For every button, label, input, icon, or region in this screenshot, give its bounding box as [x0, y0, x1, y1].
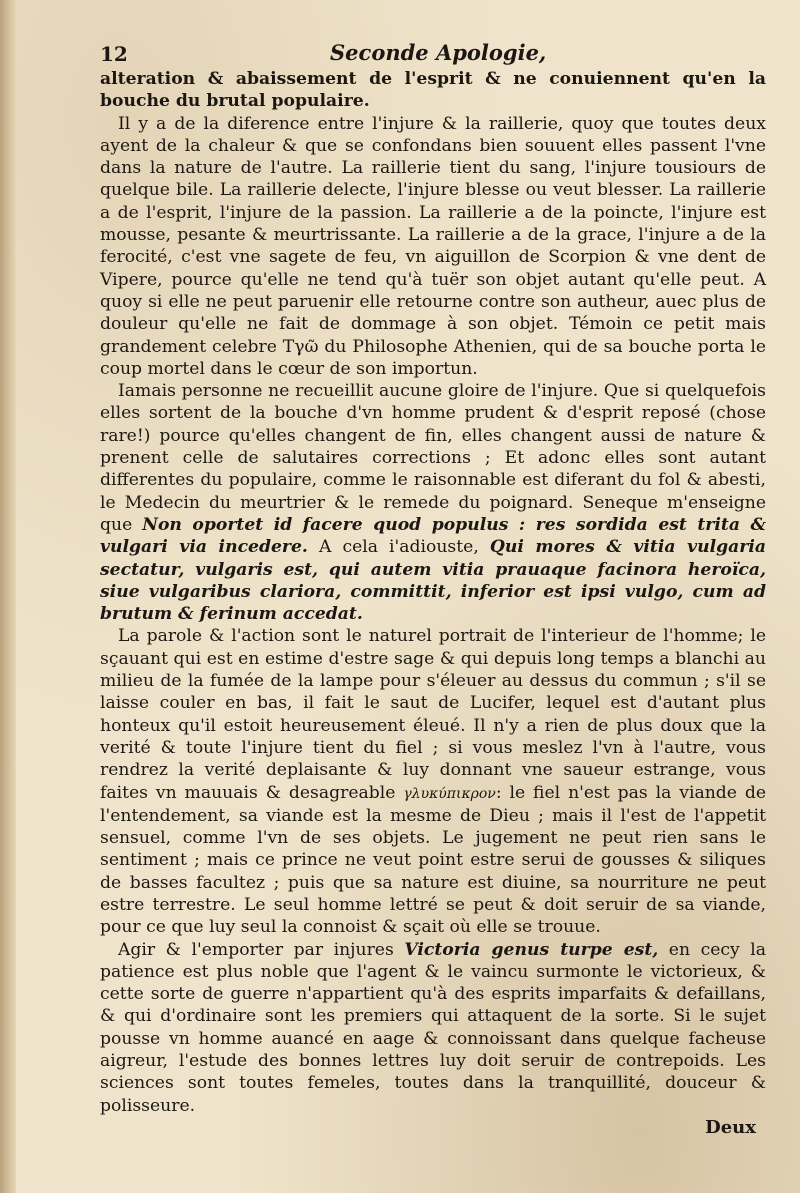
page-gutter-shadow — [0, 0, 16, 1193]
greek-word: γλυκύπικρον — [403, 785, 496, 802]
paragraph-parole-action — [100, 625, 766, 938]
paragraph-text: en cecy la patience est plus noble que l'agent & le vaincu surmonte le victorieux, & cette sorte de guerre n'appartient qu'à des esprits imparfaits & defaillans, & qui d'ordinaire sont les premiers qui attaquent de la sorte. Si le sujet pousse vn homme auancé en aage & connoissant dans quelque facheuse aigreur, l'estude des bonnes lettres luy doit seruir de contrepoids. Les sciences sont toutes femeles, toutes dans la tranquillité, douceur & polisseure. — [100, 939, 767, 1116]
paragraph-text: A cela i'adiouste, — [307, 537, 490, 558]
latin-quote-victoria: Victoria genus turpe est, — [404, 939, 659, 960]
catchword: Deux — [705, 1117, 756, 1138]
latin-quote-seneca: Non oportet id facere quod populus : res sordida est trita & vulgari via incedere. — [100, 514, 766, 558]
paragraph-text: Agir & l'emporter par injures — [118, 939, 405, 960]
running-header — [100, 38, 766, 68]
paragraph-text: La parole & l'action sont le naturel portrait de l'interieur de l'homme; le sçauant qui est en estime d'estre sage & qui depuis long temps a blanchi au milieu de la fumée de la lampe pour s'éleuer au dessus du commun ; s'il se laisse couler en bas, il fait le saut de Lucifer, lequel est d'autant plus honteux qu'il estoit heureusement éleué. Il n'y a rien de plus doux que la verité & toute l'injure tient du fiel ; si vous meslez l'vn à l'autre, vous rendrez la verité deplaisante & luy donnant vne saueur estrange, vous faites vn mauuais & desagreable — [100, 626, 766, 803]
paragraph-text: Iamais personne ne recueillit aucune gloire de l'injure. Que si quelquefois elles sortent de la bouche d'vn homme prudent & d'esprit reposé (chose rare!) pource qu'elles changent de fin, elles changent aussi de nature & prenent celle de salutaires corrections ; Et adonc elles sont autant differentes du populaire, comme le raisonnable est diferant du fol & abesti, le Medecin du meurtrier & le remede du poignard. Seneque m'enseigne que — [100, 381, 766, 535]
paragraph-text: : le fiel n'est pas la viande de l'entendement, sa viande est la mesme de Dieu ; mais il l'est de l'appetit sensuel, comme l'vn de ses objets. Le jugement ne peut rien sans le sentiment ; mais ce prince ne veut point estre serui de gousses & siliques de basses facultez ; puis que sa nature est diuine, sa nourriture ne peut estre terrestre. Le seul homme lettré se peut & doit seruir de sa viande, pour ce que luy seul la connoist & sçait où elle se trouue. — [100, 782, 766, 938]
page-body — [100, 68, 766, 1117]
paragraph-continuation: alteration & abaissement de l'esprit & ne conuiennent qu'en la bouche du brutal populaire. — [100, 69, 766, 112]
paragraph-agir-injures — [100, 939, 766, 1117]
paragraph-injure-raillerie: Il y a de la diference entre l'injure & la raillerie, quoy que toutes deux ayent de la chaleur & que se confondans bien souuent elles passent l'vne dans la nature de l'autre. La raillerie tient du sang, l'injure tousiours de quelque bile. La raillerie delecte, l'injure blesse ou veut blesser. La raillerie a de l'esprit, l'injure de la passion. La raillerie a de la poincte, l'injure est mousse, pesante & meurtrissante. La raillerie a de la grace, l'injure a de la ferocité, c'est vne sagete de feu, vn aiguillon de Scorpion & vne dent de Vipere, pource qu'elle ne tend qu'à tuër son objet autant qu'elle peut. A quoy si elle ne peut paruenir elle retourne contre son autheur, auec plus de douleur qu'elle ne fait de dommage à son objet. Témoin ce petit mais grandement celebre Τγῶ du Philosophe Athenien, qui de sa bouche porta le coup mortel dans le cœur de son importun. — [100, 113, 766, 379]
page-number: 12 — [100, 42, 128, 66]
running-title: Seconde Apologie, — [330, 40, 547, 65]
latin-quote-addition: Qui mores & vitia vulgaria sectatur, vulgaris est, qui autem vitia prauaque facinora heroïca, siue vulgaribus clariora, committit, inferior est ipsi vulgo, cum ad brutum & ferinum accedat. — [100, 537, 767, 625]
paragraph-gloire-injure — [100, 380, 766, 625]
